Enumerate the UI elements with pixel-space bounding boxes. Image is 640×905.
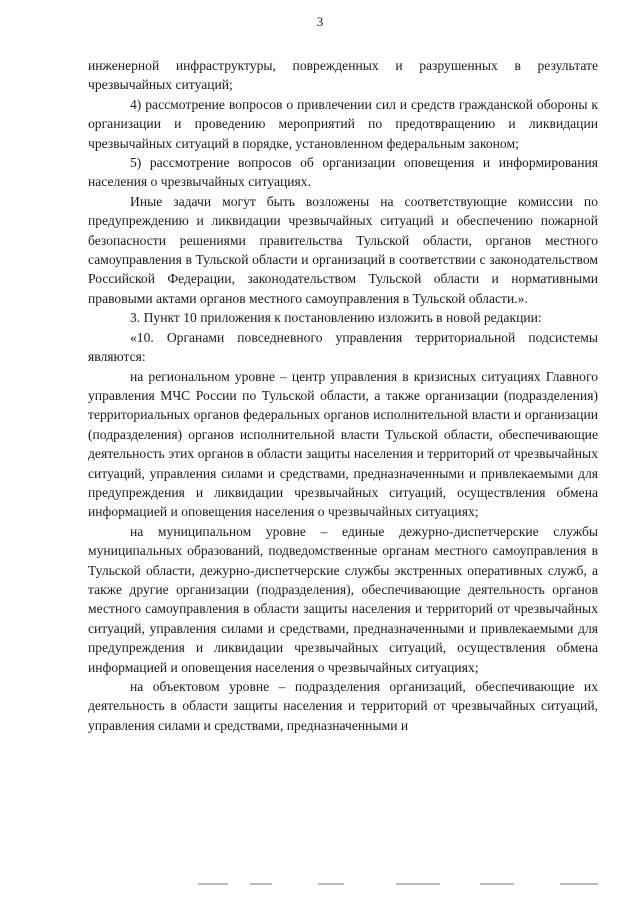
paragraph-9: на объектовом уровне – подразделения организаций, обеспечивающие их деятельность в области защиты населения и территорий от чрезвычайных ситуаций, управления силами и средствами, предназначенными и — [88, 679, 598, 733]
paragraph-6: «10. Органами повседневного управления территориальной подсистемы являются: — [88, 329, 598, 365]
paragraph-2: 4) рассмотрение вопросов о привлечении сил и средств гражданской обороны к организации и проведению мероприятий по предотвращению и ликвидации чрезвычайных ситуаций в порядке, установленном федеральным законом; — [88, 96, 598, 151]
paragraph-5: 3. Пункт 10 приложения к постановлению изложить в новой редакции: — [130, 310, 542, 326]
page-number: 3 — [316, 14, 324, 29]
paragraph-1: инженерной инфраструктуры, поврежденных и разрушенных в результате чрезвычайных ситуаций; — [88, 58, 598, 93]
scan-edge-artifact — [0, 878, 640, 892]
paragraph-7: на региональном уровне – центр управления в кризисных ситуациях Главного управления МЧС России по Тульской области, а также организации (подразделения) территориальных органов федеральных органов исполнительной власти и организации (подразделения) органов исполнительной власти Тульской области, обеспечивающие деятельность этих органов в области защиты населения и территорий от чрезвычайных ситуаций, управления силами и средствами, предназначенными и привлекаемыми для предупреждения и ликвидации чрезвычайных ситуаций, осуществления обмена информацией и оповещения населения о чрезвычайных ситуациях; — [88, 368, 598, 520]
paragraph-8: на муниципальном уровне – единые дежурно-диспетчерские службы муниципальных образований, подведомственные органам местного самоуправления в Тульской области, дежурно-диспетчерские службы экстренных оперативных служб, а также другие организации (подразделения), обеспечивающие деятельность органов местного самоуправления в области защиты населения и территорий от чрезвычайных ситуаций, управления силами и средствами, предназначенными и привлекаемыми для предупреждения и ликвидации чрезвычайных ситуаций, осуществления обмена информацией и оповещения населения о чрезвычайных ситуациях; — [88, 523, 598, 675]
paragraph-3: 5) рассмотрение вопросов об организации оповещения и информирования населения о чрезвычайных ситуациях. — [88, 155, 598, 190]
document-body — [88, 56, 598, 735]
paragraph-4: Иные задачи могут быть возложены на соответствующие комиссии по предупреждению и ликвидации чрезвычайных ситуаций и обеспечению пожарной безопасности решениями правительства Тульской области, органов местного самоуправления в Тульской области и организаций в соответствии с законодательством Российской Федерации, законодательством Тульской области и нормативными правовыми актами органов местного самоуправления в Тульской области.». — [88, 193, 598, 306]
